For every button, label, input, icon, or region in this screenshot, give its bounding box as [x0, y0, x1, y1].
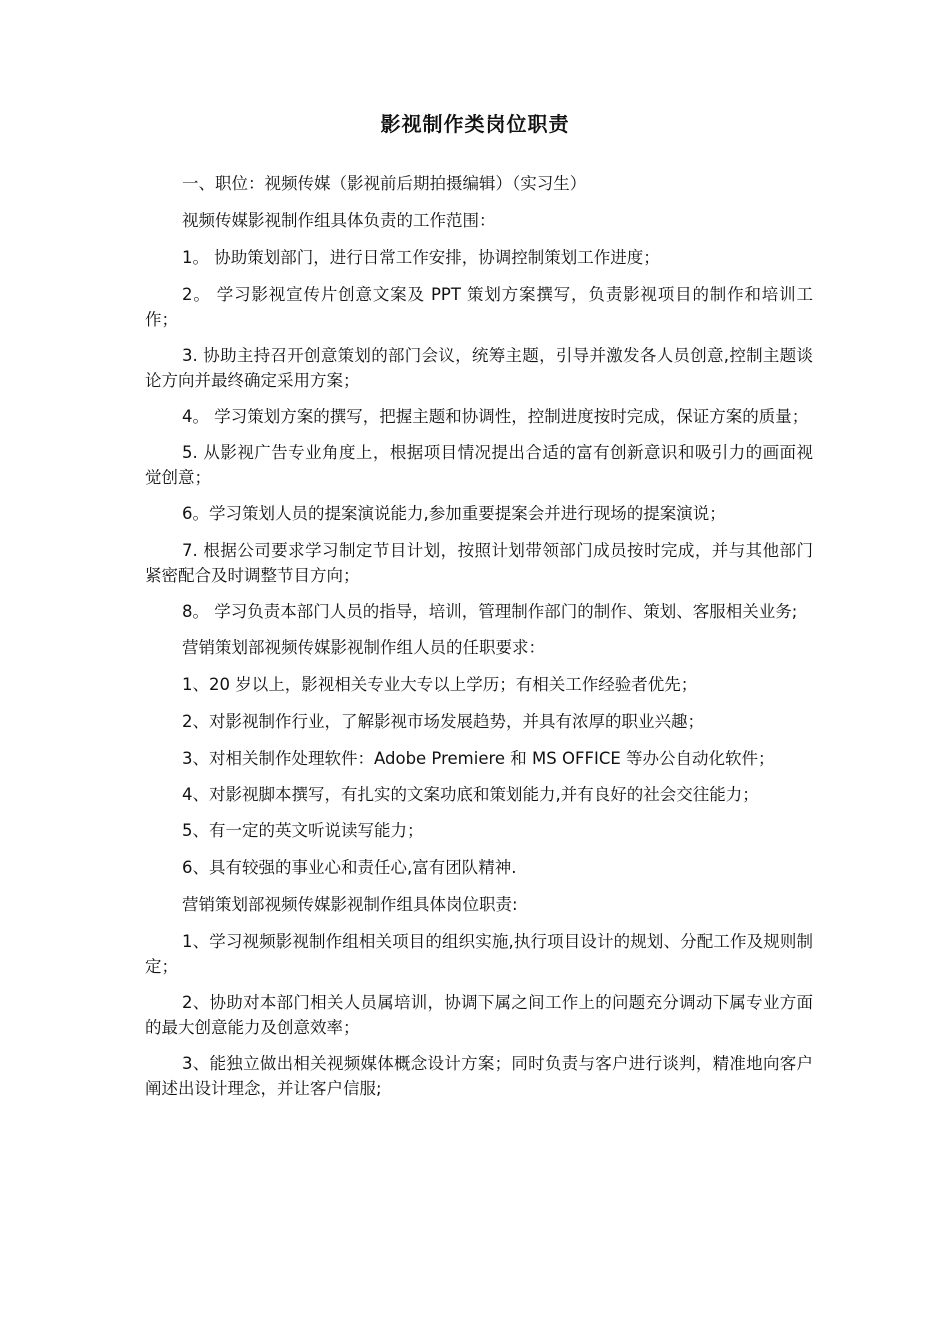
paragraph-duty-7: 7. 根据公司要求学习制定节目计划，按照计划带领部门成员按时完成，并与其他部门紧密配合及时调整节目方向；: [145, 541, 813, 585]
paragraph-duty-5: 5. 从影视广告专业角度上，根据项目情况提出合适的富有创新意识和吸引力的画面视觉创意；: [145, 443, 813, 487]
paragraph-responsibility-1: 1、学习视频影视制作组相关项目的组织实施,执行项目设计的规划、分配工作及规则制定；: [145, 932, 813, 976]
document-title: 影视制作类岗位职责: [380, 112, 570, 136]
paragraph-requirement-3: 3、对相关制作处理软件：Adobe Premiere 和 MS OFFICE 等办公自动化软件；: [182, 749, 775, 768]
paragraph-responsibility-3: 3、能独立做出相关视频媒体概念设计方案；同时负责与客户进行谈判，精准地向客户阐述出设计理念，并让客户信服;: [145, 1054, 813, 1098]
paragraph-duty-8: 8。 学习负责本部门人员的指导，培训，管理制作部门的制作、策划、客服相关业务;: [182, 602, 798, 621]
paragraph-requirement-5: 5、有一定的英文听说读写能力；: [182, 821, 424, 840]
paragraph-duty-3: 3. 协助主持召开创意策划的部门会议，统筹主题，引导并激发各人员创意,控制主题谈论方向并最终确定采用方案；: [145, 346, 813, 390]
paragraph-requirement-2: 2、对影视制作行业，了解影视市场发展趋势，并具有浓厚的职业兴趣；: [182, 712, 704, 731]
paragraph-position: 一、职位：视频传媒（影视前后期拍摄编辑）（实习生）: [182, 174, 587, 193]
paragraph-duty-1: 1。 协助策划部门，进行日常工作安排，协调控制策划工作进度；: [182, 248, 660, 267]
paragraph-responsibilities-heading: 营销策划部视频传媒影视制作组具体岗位职责:: [182, 895, 518, 914]
paragraph-requirement-1: 1、20 岁以上，影视相关专业大专以上学历；有相关工作经验者优先；: [182, 675, 698, 694]
paragraph-duty-6: 6。学习策划人员的提案演说能力,参加重要提案会并进行现场的提案演说；: [182, 504, 726, 523]
paragraph-duty-2: 2。 学习影视宣传片创意文案及 PPT 策划方案撰写，负责影视项目的制作和培训工作；: [145, 285, 813, 329]
paragraph-requirements-heading: 营销策划部视频传媒影视制作组人员的任职要求：: [182, 638, 545, 657]
paragraph-requirement-4: 4、对影视脚本撰写，有扎实的文案功底和策划能力,并有良好的社会交往能力；: [182, 785, 759, 804]
paragraph-requirement-6: 6、具有较强的事业心和责任心,富有团队精神.: [182, 858, 517, 877]
paragraph-responsibility-2: 2、协助对本部门相关人员属培训，协调下属之间工作上的问题充分调动下属专业方面的最大创意能力及创意效率；: [145, 993, 813, 1037]
paragraph-scope-heading: 视频传媒影视制作组具体负责的工作范围：: [182, 211, 496, 230]
paragraph-duty-4: 4。 学习策划方案的撰写，把握主题和协调性，控制进度按时完成，保证方案的质量；: [182, 407, 809, 426]
document-body: [145, 171, 813, 1112]
